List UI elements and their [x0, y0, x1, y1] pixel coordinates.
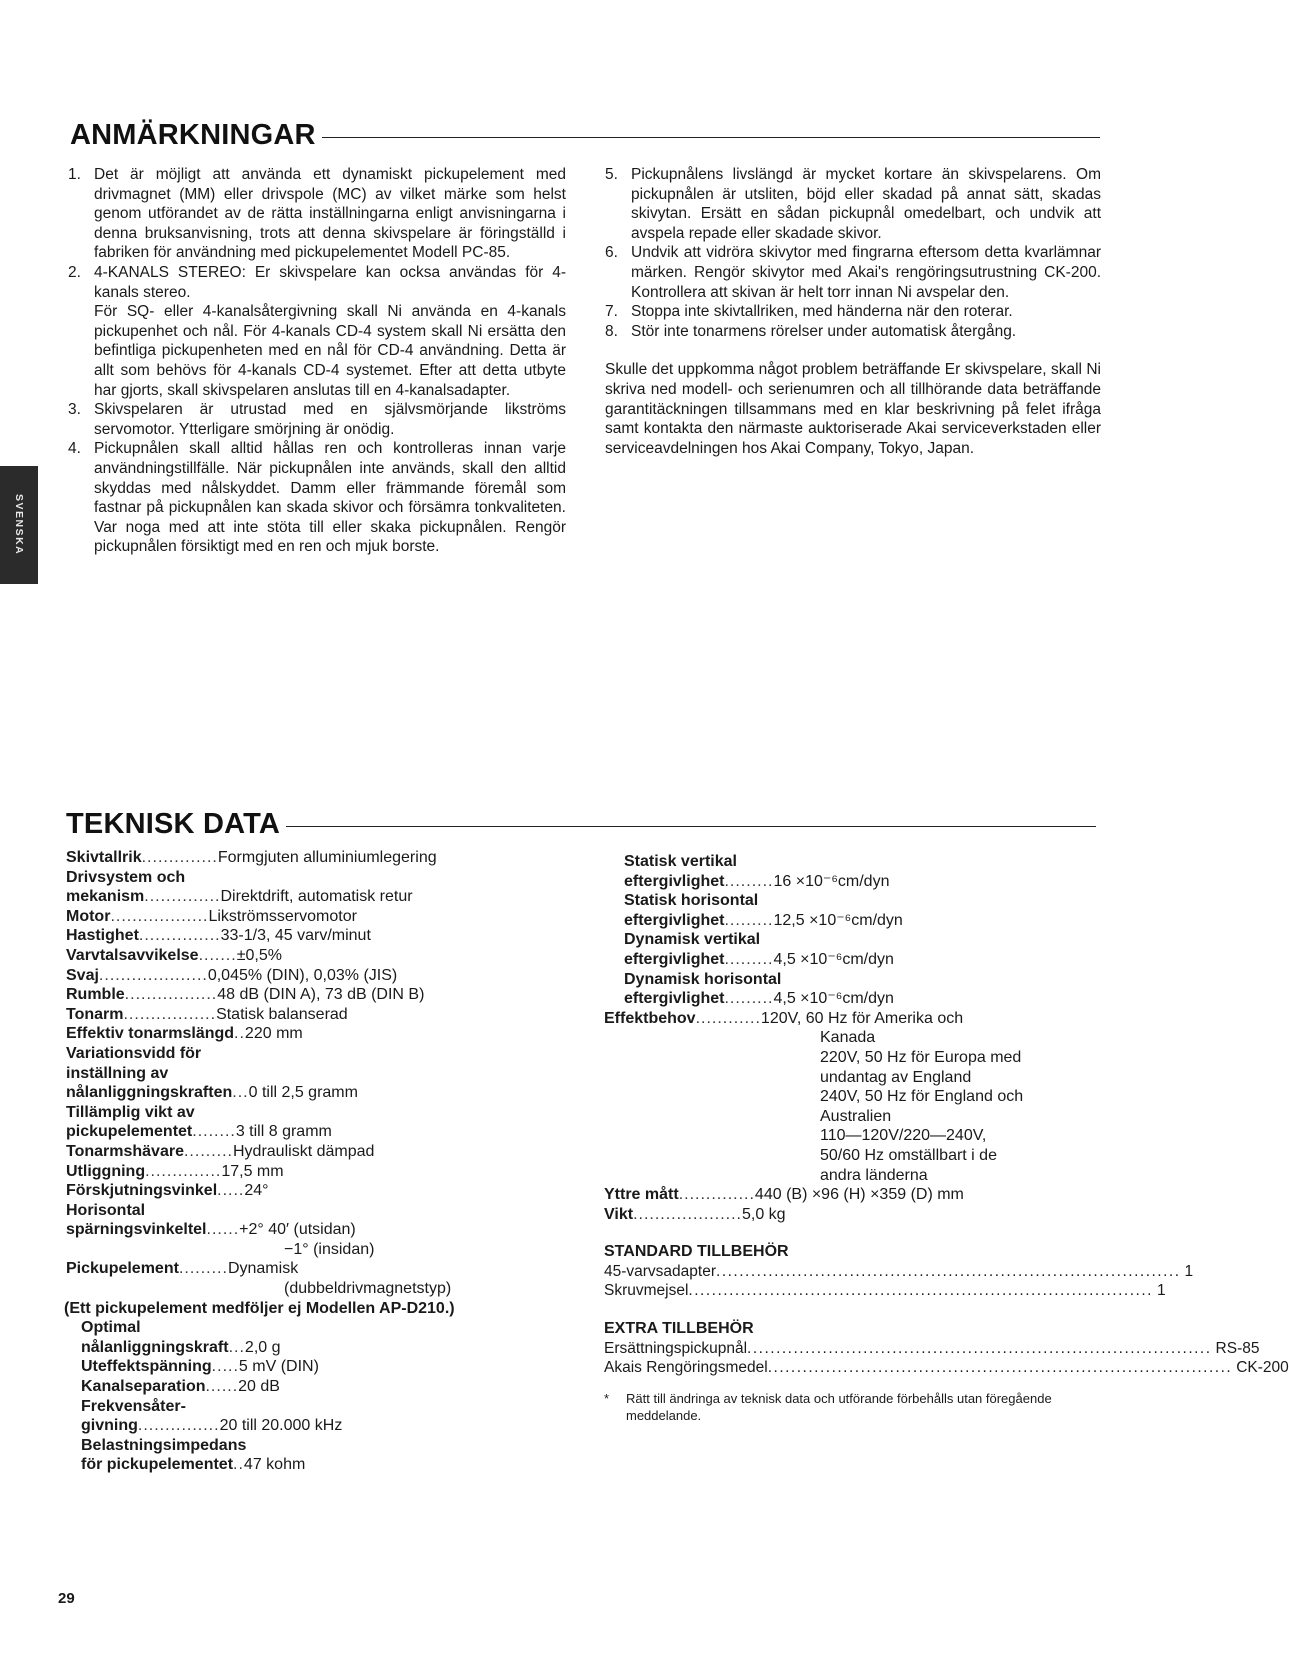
spec-label: Rumble — [66, 986, 125, 1004]
spec-row — [81, 1357, 566, 1377]
leader-dots: ......... — [183, 1142, 233, 1160]
spec-label: Frekvensåter- — [81, 1397, 186, 1415]
accessory-label: Skruvmejsel — [604, 1282, 689, 1300]
spec-label: Tonarmshävare — [66, 1142, 184, 1160]
note-text: Pickupnålens livslängd är mycket kortare än skivspelarens. Om pickupnålen är utsliten, böjd eller skadad på annat sätt, skadas skivytan. Ersätt en sådan pickupnål omedelbart, och undvik att avspela repade eller skadade skivor. — [631, 166, 1101, 242]
accessory-row — [604, 1358, 1289, 1378]
spec-row — [66, 1024, 566, 1044]
spec-value: 17,5 mm — [221, 1162, 284, 1180]
cartridge-note: (Ett pickupelement medföljer ej Modellen AP-D210.) — [64, 1299, 455, 1317]
spec-row — [66, 848, 566, 868]
spec-row — [66, 1181, 566, 1201]
leader-dots: ................. — [124, 986, 218, 1004]
footnote — [604, 1390, 1099, 1424]
spec-label: Effektbehov — [604, 1009, 696, 1027]
spec-value-continuation: 50/60 Hz omställbart i de — [820, 1146, 997, 1164]
spec-value-continuation: Kanada — [820, 1029, 876, 1047]
spec-value: 3 till 8 gramm — [235, 1123, 332, 1141]
accessory-row — [604, 1281, 1166, 1301]
spec-value: Direktdrift, automatisk retur — [220, 888, 413, 906]
spec-label: eftergivlighet — [624, 872, 725, 890]
leader-dots: ...... — [205, 1378, 239, 1396]
note-number: 3. — [68, 401, 81, 419]
spec-label: Motor — [66, 907, 111, 925]
spec-label: Vikt — [604, 1205, 634, 1223]
accessory-row — [604, 1339, 1260, 1359]
note-item — [68, 165, 566, 263]
note-text: Det är möjligt att använda ett dynamiskt pickupelement med drivmagnet (MM) eller drivspole (MC) av vilket märke som helst genom utförandet av de rätta inställningarna enligt anvisningarna i denna bruksanvisning, trots att denna skivspelare är föringställd i fabriken för användning med pickupelementet Modell PC-85. — [94, 166, 566, 262]
accessory-label: 45-varvsadapter — [604, 1262, 717, 1280]
spec-row — [66, 966, 566, 986]
spec-row — [604, 1009, 1099, 1029]
leader-dots: .............. — [145, 1162, 222, 1180]
extra-accessories-heading: EXTRA TILLBEHÖR — [604, 1320, 754, 1338]
leader-dots-decor: ................................................................................ — [716, 1262, 1181, 1280]
leader-dots: ........ — [192, 1123, 236, 1141]
page-number: 29 — [58, 1590, 75, 1607]
notes-right-list — [605, 165, 1101, 341]
spec-value: 20 dB — [238, 1378, 280, 1396]
spec-label: inställning av — [66, 1064, 169, 1082]
language-side-tab — [0, 466, 38, 584]
note-number: 7. — [605, 303, 618, 321]
spec-label: Drivsystem och — [66, 868, 186, 886]
leader-dots: .................. — [110, 907, 209, 925]
leader-dots: ... — [228, 1338, 245, 1356]
spec-label: Tonarm — [66, 1005, 124, 1023]
spec-label: Varvtalsavvikelse — [66, 946, 199, 964]
notes-heading-rule — [322, 137, 1100, 138]
leader-dots: ... — [232, 1084, 249, 1102]
spec-value-continuation: −1° (insidan) — [284, 1240, 375, 1258]
spec-row — [66, 1142, 566, 1162]
standard-accessories-heading: STANDARD TILLBEHÖR — [604, 1243, 789, 1261]
accessory-label: Ersättningspickupnål — [604, 1339, 748, 1357]
note-text: 4-KANALS STEREO: Er skivspelare kan ocksa användas för 4-kanals stereo. — [94, 263, 566, 301]
leader-dots: .................... — [633, 1205, 742, 1223]
leader-dots: ......... — [724, 911, 774, 929]
footnote-text: Rätt till ändringa av teknisk data och utförande förbehålls utan föregående meddelande. — [626, 1390, 1052, 1423]
spec-label: eftergivlighet — [624, 950, 725, 968]
note-number: 2. — [68, 263, 81, 281]
spec-row — [66, 1005, 566, 1025]
spec-value: 4,5 ×10⁻⁶cm/dyn — [773, 990, 894, 1008]
spec-value: 5,0 kg — [741, 1205, 786, 1223]
footnote-mark: * — [604, 1390, 610, 1406]
spec-value: 47 kohm — [243, 1456, 306, 1474]
leader-dots: .................... — [98, 966, 208, 984]
spec-label: Belastningsimpedans — [81, 1436, 247, 1454]
spec-row — [624, 989, 1099, 1009]
spec-value: 12,5 ×10⁻⁶cm/dyn — [773, 911, 903, 929]
leader-dots: ......... — [724, 990, 774, 1008]
spec-row — [604, 1205, 1099, 1225]
note-number: 5. — [605, 166, 618, 183]
accessory-label: Akais Rengöringsmedel — [604, 1359, 768, 1377]
spec-value: 0,045% (DIN), 0,03% (JIS) — [207, 966, 398, 984]
leader-dots: ............ — [695, 1009, 761, 1027]
accessory-value: RS-85 — [1215, 1339, 1260, 1357]
leader-dots: ....... — [198, 946, 237, 964]
spec-value: 2,0 g — [244, 1338, 281, 1356]
spec-row — [66, 1259, 566, 1279]
accessory-value: 1 — [1184, 1262, 1194, 1280]
spec-label: Skivtallrik — [66, 849, 142, 866]
spec-value: 24° — [244, 1182, 269, 1200]
spec-value: 33-1/3, 45 varv/minut — [220, 927, 371, 945]
note-item — [605, 302, 1101, 322]
language-tab-label: SVENSKA — [13, 494, 25, 556]
accessory-value: 1 — [1156, 1282, 1166, 1300]
leader-dots: ......... — [178, 1260, 228, 1278]
spec-value-continuation: 220V, 50 Hz för Europa med — [820, 1048, 1022, 1066]
leader-dots: ..... — [217, 1182, 245, 1200]
spec-row — [66, 907, 566, 927]
note-item — [605, 322, 1101, 342]
leader-dots: ............... — [138, 927, 221, 945]
spec-value: 20 till 20.000 kHz — [219, 1417, 343, 1435]
spec-label: Dynamisk vertikal — [624, 931, 761, 949]
spec-label: pickupelementet — [66, 1123, 193, 1141]
leader-dots-decor: ................................................................................ — [767, 1359, 1233, 1377]
spec-value-continuation: Australien — [820, 1107, 892, 1125]
tech-right-specs — [604, 852, 1289, 1424]
spec-label: Statisk horisontal — [624, 892, 759, 910]
leader-dots: .............. — [141, 849, 218, 866]
spec-value-continuation: andra länderna — [820, 1166, 928, 1184]
note-item — [68, 439, 566, 557]
spec-value: 5 mV (DIN) — [238, 1358, 319, 1376]
note-number: 4. — [68, 440, 81, 458]
spec-value: 4,5 ×10⁻⁶cm/dyn — [773, 950, 894, 968]
spec-row — [66, 1083, 566, 1103]
spec-row — [66, 887, 566, 907]
tech-heading — [66, 807, 1096, 841]
spec-value: 220 mm — [244, 1025, 303, 1043]
spec-label: spärningsvinkeltel — [66, 1221, 207, 1239]
spec-value-continuation: 110—120V/220—240V, — [820, 1127, 987, 1145]
notes-left-column — [68, 165, 566, 557]
spec-value: 0 till 2,5 gramm — [248, 1084, 358, 1102]
spec-row — [66, 1162, 566, 1182]
note-text: Stoppa inte skivtallriken, med händerna när den roterar. — [631, 303, 1013, 321]
spec-value: Hydrauliskt dämpad — [233, 1142, 375, 1160]
spec-row — [624, 950, 1099, 970]
spec-label: Yttre mått — [604, 1186, 679, 1204]
spec-row — [66, 1220, 566, 1240]
spec-label: Pickupelement — [66, 1260, 179, 1278]
spec-label: Horisontal — [66, 1201, 146, 1219]
spec-row — [81, 1455, 566, 1475]
spec-row — [81, 1416, 566, 1436]
leader-dots: ..... — [211, 1358, 239, 1376]
tech-heading-rule — [286, 826, 1096, 827]
spec-label: Effektiv tonarmslängd — [66, 1025, 235, 1043]
note-number: 1. — [68, 166, 81, 183]
spec-row — [81, 1338, 566, 1358]
note-item — [68, 400, 566, 439]
note-item — [68, 263, 566, 400]
accessory-row — [604, 1262, 1194, 1282]
spec-label: för pickupelementet — [81, 1456, 234, 1474]
leader-dots: .. — [234, 1025, 245, 1043]
leader-dots-decor: ................................................................................ — [747, 1339, 1212, 1357]
spec-row — [624, 872, 1099, 892]
spec-label: Tillämplig vikt av — [66, 1103, 195, 1121]
spec-value: 16 ×10⁻⁶cm/dyn — [773, 872, 890, 890]
note-number: 8. — [605, 322, 618, 340]
note-item — [605, 165, 1101, 243]
spec-value-continuation: (dubbeldrivmagnetstyp) — [284, 1280, 452, 1298]
spec-label: Svaj — [66, 966, 99, 984]
note-text: Stör inte tonarmens rörelser under automatisk återgång. — [631, 322, 1017, 340]
spec-row — [81, 1377, 566, 1397]
note-text: Skivspelaren är utrustad med en självsmörjande likströms servomotor. Ytterligare smörjning är onödig. — [94, 401, 566, 438]
spec-value-continuation: 240V, 50 Hz för England och — [820, 1088, 1024, 1106]
spec-label: givning — [81, 1417, 138, 1435]
spec-row — [66, 985, 566, 1005]
spec-label: Utliggning — [66, 1162, 146, 1180]
leader-dots: ...... — [206, 1221, 240, 1239]
leader-dots: ................. — [123, 1005, 217, 1023]
note-text: För SQ- eller 4-kanalsåtergivning skall Ni använda en 4-kanals pickupenhet och nål. För 4-kanals CD-4 system skall Ni ersätta den befintliga pickupenheten med en nål för CD-4 användning. Detta är allt som behövs för 4-kanals CD-4 systemet. Efter att detta utbyte har gjorts, skall skivspelaren anslutas till en 4-kanalsadapter. — [94, 303, 566, 399]
standard-accessories — [604, 1242, 1194, 1301]
notes-closing-paragraph: Skulle det uppkomma något problem beträffande Er skivspelare, skall Ni skriva ned modell- och serienumren och all tillhörande data beträffande garantitäckningen tillsammans med en klar beskrivning på felet ifråga samt kontakta den närmaste auktoriserade Akai serviceverkstaden eller serviceavdelningen hos Akai Company, Tokyo, Japan. — [605, 361, 1101, 457]
spec-row — [66, 946, 566, 966]
leader-dots: .............. — [144, 888, 221, 906]
leader-dots: ......... — [724, 950, 774, 968]
leader-dots: ............... — [137, 1417, 220, 1435]
spec-value: 440 (B) ×96 (H) ×359 (D) mm — [754, 1186, 964, 1204]
note-text: Pickupnålen skall alltid hållas ren och kontrolleras innan varje användningstillfälle. När pickupnålen inte används, skall den alltid skyddas med nålskyddet. Damm eller främmande föremål som fastnar på pickupnålen kan skada skivor och försämra tonkvaliteten. Var noga med att inte stöta till eller skaka pickupnålen. Rengör pickupnålen försiktigt med en ren och mjuk borste. — [94, 440, 566, 556]
spec-label: Dynamisk horisontal — [624, 970, 782, 988]
spec-label: Uteffektspänning — [81, 1358, 212, 1376]
note-item — [605, 243, 1101, 302]
spec-value: Dynamisk — [227, 1260, 299, 1278]
spec-row — [66, 926, 566, 946]
spec-value: Likströmsservomotor — [208, 907, 357, 925]
note-text: Undvik att vidröra skivytor med fingrarna eftersom detta kvarlämnar märken. Rengör skivytor med Akai's rengöringsutrustning CK-200. Kontrollera att skivan är helt torr innan Ni avspelar den. — [631, 244, 1101, 301]
spec-label: Kanalseparation — [81, 1378, 206, 1396]
spec-label: Statisk vertikal — [624, 853, 737, 870]
spec-value: ±0,5% — [236, 946, 282, 964]
spec-label: nålanliggningskraften — [66, 1084, 233, 1102]
spec-value-continuation: undantag av England — [820, 1068, 972, 1086]
notes-right-column — [605, 165, 1101, 458]
spec-label: Variationsvidd för — [66, 1044, 202, 1062]
spec-row — [604, 1185, 1099, 1205]
spec-row — [66, 1122, 566, 1142]
spec-value: +2° 40′ (utsidan) — [239, 1221, 356, 1239]
accessory-value: CK-200 — [1236, 1359, 1289, 1377]
spec-value: Statisk balanserad — [216, 1005, 348, 1023]
spec-value: 120V, 60 Hz för Amerika och — [760, 1009, 964, 1027]
spec-label: eftergivlighet — [624, 911, 725, 929]
spec-value: Formgjuten alluminiumlegering — [217, 849, 437, 866]
spec-label: nålanliggningskraft — [81, 1338, 229, 1356]
spec-label: Optimal — [81, 1319, 141, 1337]
leader-dots-decor: ................................................................................ — [688, 1282, 1153, 1300]
spec-label: Förskjutningsvinkel — [66, 1182, 218, 1200]
tech-left-specs — [66, 848, 566, 1475]
note-number: 6. — [605, 244, 618, 262]
tech-heading-text: TEKNISK DATA — [66, 807, 280, 840]
spec-value: 48 dB (DIN A), 73 dB (DIN B) — [217, 986, 425, 1004]
spec-label: eftergivlighet — [624, 990, 725, 1008]
extra-accessories — [604, 1319, 1289, 1378]
spec-label: Hastighet — [66, 927, 139, 945]
spec-row — [624, 911, 1099, 931]
notes-heading — [70, 118, 1100, 152]
leader-dots: .. — [233, 1456, 244, 1474]
leader-dots: ......... — [724, 872, 774, 890]
notes-left-list — [68, 165, 566, 557]
notes-heading-text: ANMÄRKNINGAR — [70, 118, 316, 151]
leader-dots: .............. — [678, 1186, 755, 1204]
spec-label: mekanism — [66, 888, 145, 906]
